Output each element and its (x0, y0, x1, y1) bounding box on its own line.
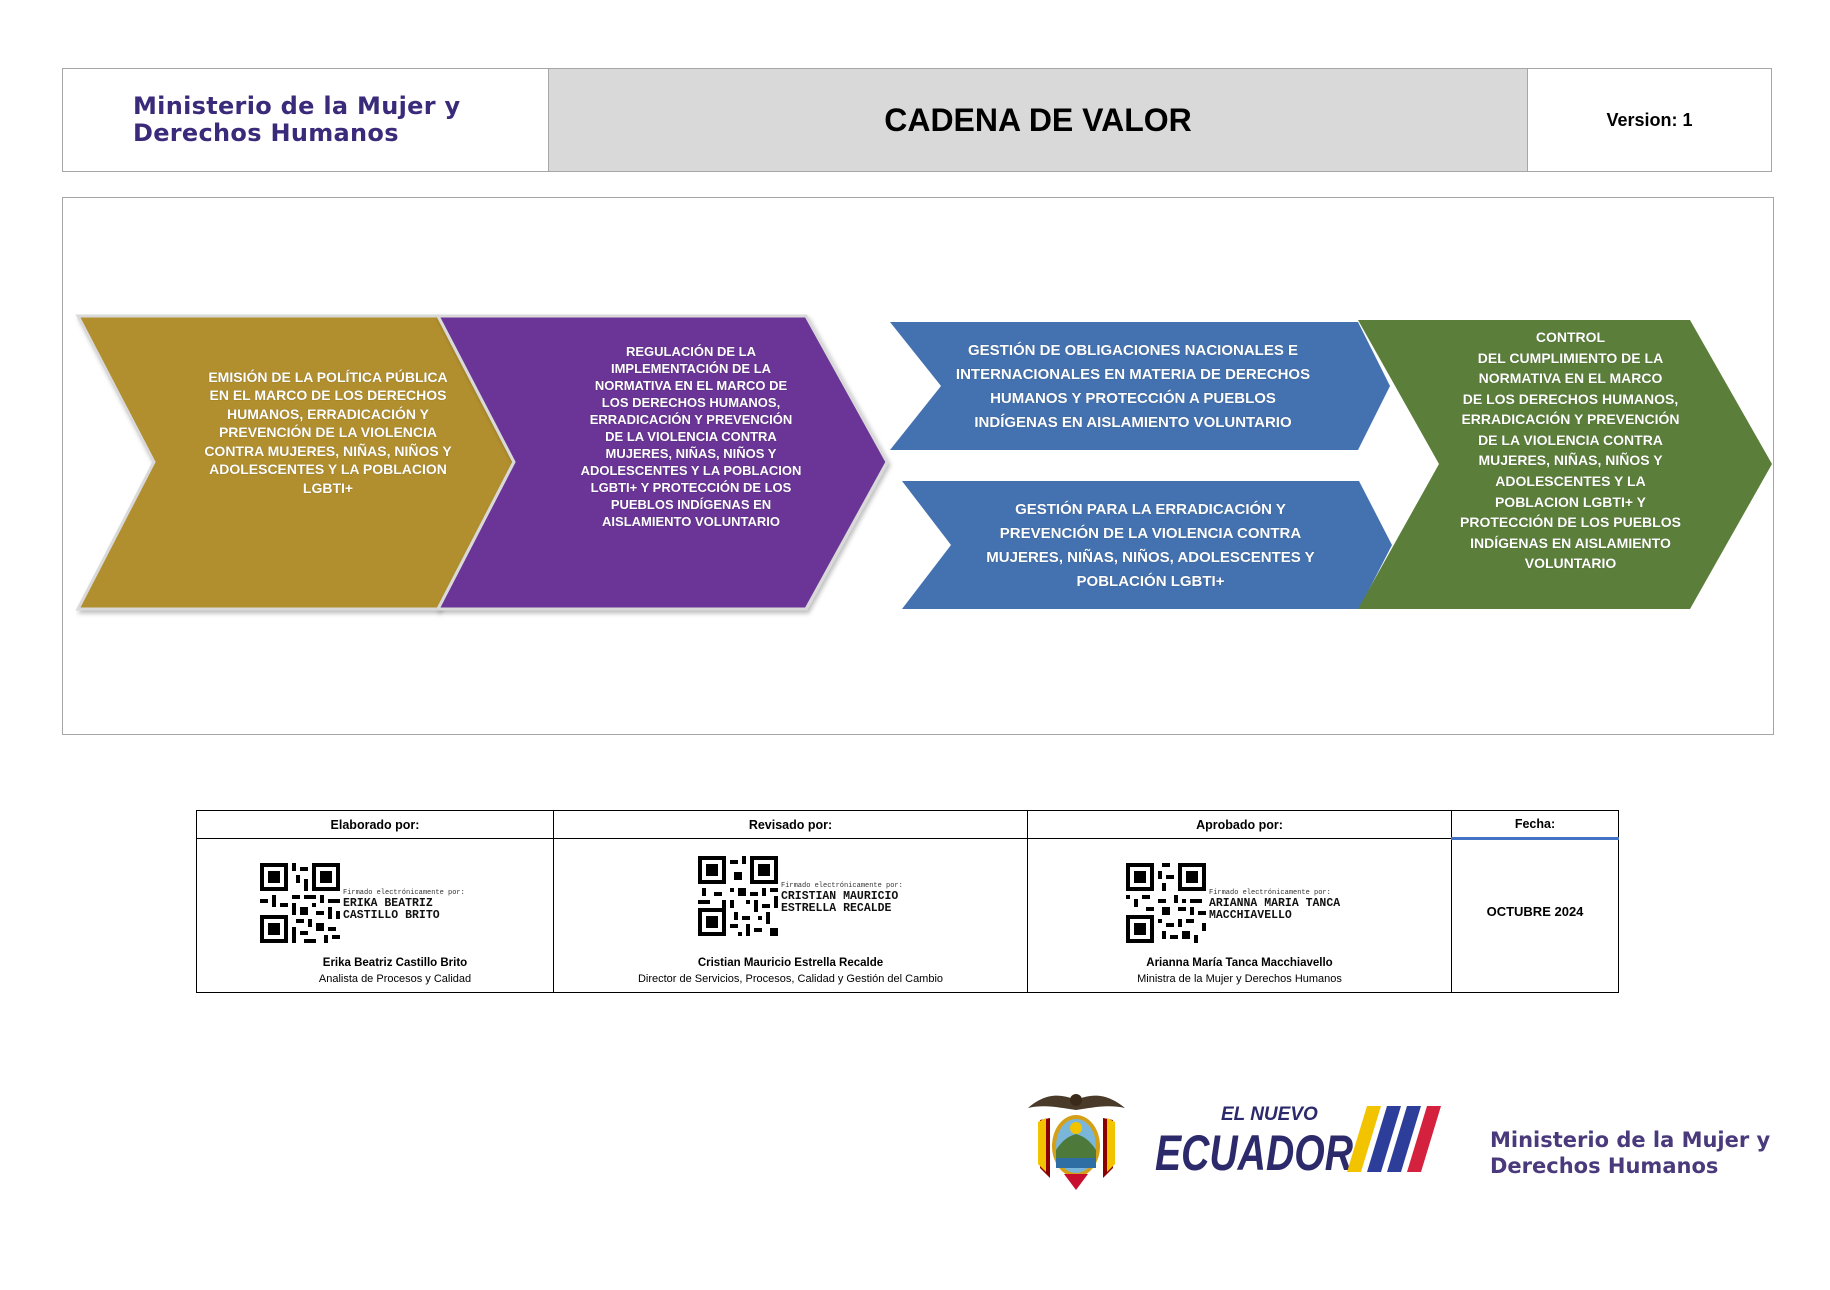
ministry-logo-text (133, 93, 460, 147)
brand-top-text: EL NUEVO (1221, 1104, 1318, 1125)
el-nuevo-ecuador-logo (1155, 1100, 1475, 1178)
value-chain-frame (62, 197, 1774, 735)
document-header (62, 68, 1772, 172)
stage-gestion-erradicacion-label: GESTIÓN PARA LA ERRADICACIÓN Y PREVENCIÓN DE LA VIOLENCIA CONTRA MUJERES, NIÑAS, NIÑOS, ADOLESCENTES Y POBLACIÓN LGBTI+ (986, 501, 1315, 590)
signed-electronically-label: Firmado electrónicamente por: (343, 889, 465, 897)
signer-name: Arianna María Tanca Macchiavello (1146, 957, 1333, 969)
signature-cell-aprobado (1028, 839, 1452, 993)
signer-name: Erika Beatriz Castillo Brito (322, 957, 468, 969)
signer-role: Ministra de la Mujer y Derechos Humanos (1137, 973, 1342, 985)
footer-ministry-line-1: Ministerio de la Mujer y (1490, 1128, 1771, 1152)
footer-ministry-text (1490, 1127, 1770, 1179)
document-date: OCTUBRE 2024 (1486, 904, 1584, 919)
signed-electronically-label: Firmado electrónicamente por: (781, 882, 903, 890)
signer-aprobado (1028, 957, 1451, 985)
header-revisado: Revisado por: (554, 811, 1028, 839)
signed-name-stamp: ERIKA BEATRIZ CASTILLO BRITO (343, 897, 440, 922)
signer-elaborado (197, 957, 553, 985)
signer-role: Director de Servicios, Procesos, Calidad y Gestión del Cambio (637, 973, 944, 985)
stage-regulacion-label: REGULACIÓN DE LA IMPLEMENTACIÓN DE LA NORMATIVA EN EL MARCO DE LOS DERECHOS HUMANOS, ERRADICACIÓN Y PREVENCIÓN DE LA VIOLENCIA CONTRA MUJERES, NIÑAS, NIÑOS Y ADOLESCENTES Y LA POBLACION LGBTI+ Y PROTECCIÓN DE LOS PUEBLOS INDÍGENAS EN AISLAMIENTO VOLUNTARIO (580, 344, 802, 530)
stage-gestion-obligaciones-label: GESTIÓN DE OBLIGACIONES NACIONALES E INTERNACIONALES EN MATERIA DE DERECHOS HUMANOS Y PROTECCIÓN A PUEBLOS INDÍGENAS EN AISLAMIENTO VOLUNTARIO (955, 342, 1311, 431)
header-logo-cell (63, 69, 549, 171)
qr-code-icon[interactable] (1126, 863, 1206, 943)
footer-ministry-line-2: Derechos Humanos (1490, 1154, 1719, 1178)
signature-cell-elaborado (197, 839, 554, 993)
signature-cell-revisado (554, 839, 1028, 993)
signed-name-stamp: ARIANNA MARIA TANCA MACCHIAVELLO (1209, 897, 1341, 922)
document-title: CADENA DE VALOR (549, 69, 1528, 171)
header-elaborado: Elaborado por: (197, 811, 554, 839)
signed-electronically-label: Firmado electrónicamente por: (1209, 889, 1331, 897)
stage-emision-label: EMISIÓN DE LA POLÍTICA PÚBLICA EN EL MARCO DE LOS DERECHOS HUMANOS, ERRADICACIÓN Y PREVENCIÓN DE LA VIOLENCIA CONTRA MUJERES, NIÑAS, NIÑOS Y ADOLESCENTES Y LA POBLACION LGBTI+ (204, 369, 452, 496)
ecuador-coat-of-arms-icon (1024, 1088, 1129, 1192)
signer-name: Cristian Mauricio Estrella Recalde (697, 957, 884, 969)
qr-code-icon[interactable] (698, 856, 778, 936)
document-version: Version: 1 (1606, 109, 1693, 130)
header-aprobado: Aprobado por: (1028, 811, 1452, 839)
stage-control-label: CONTROL DEL CUMPLIMIENTO DE LA NORMATIVA EN EL MARCO DE LOS DERECHOS HUMANOS, ERRADICACIÓN Y PREVENCIÓN DE LA VIOLENCIA CONTRA MUJERES, NIÑAS, NIÑOS Y ADOLESCENTES Y LA POBLACION LGBTI+ Y PROTECCIÓN DE LOS PUEBLOS INDÍGENAS EN AISLAMIENTO VOLUNTARIO (1460, 329, 1681, 572)
ministry-name-line-2: Derechos Humanos (133, 119, 399, 147)
signer-revisado (554, 957, 1027, 985)
header-fecha: Fecha: (1452, 811, 1619, 839)
date-cell (1452, 839, 1619, 993)
qr-code-icon[interactable] (260, 863, 340, 943)
ministry-name-line-1: Ministerio de la Mujer y (133, 92, 461, 120)
signed-name-stamp: CRISTIAN MAURICIO ESTRELLA RECALDE (781, 890, 899, 915)
brand-main-text: ECUADOR (1155, 1125, 1353, 1178)
signatures-table (196, 810, 1619, 993)
signer-role: Analista de Procesos y Calidad (318, 973, 472, 985)
